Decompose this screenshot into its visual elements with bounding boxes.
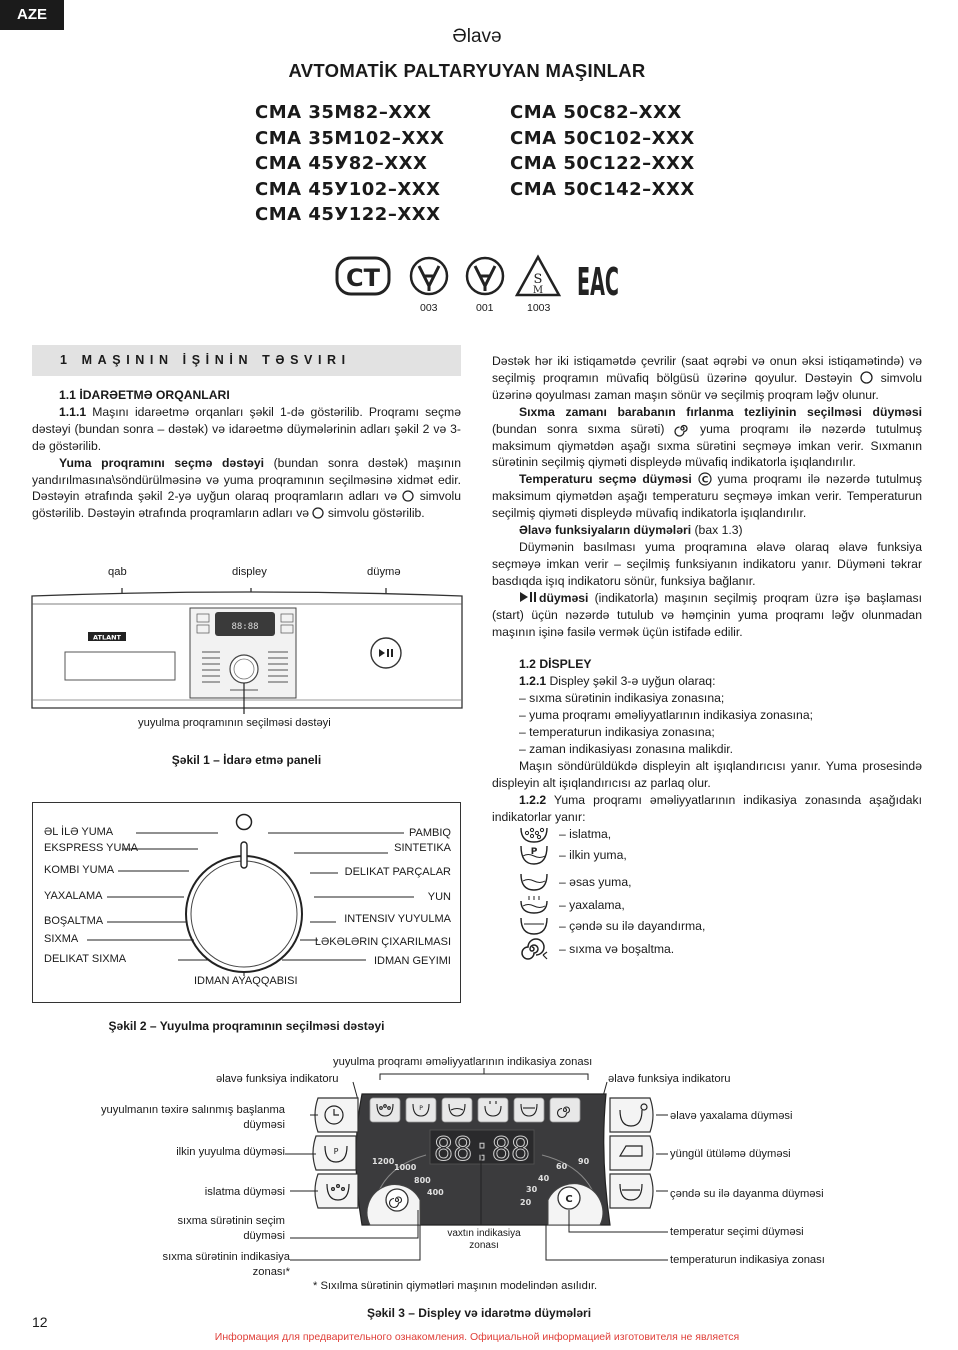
program-label-right: PAMBIQ (409, 827, 451, 839)
control-panel-figure (30, 582, 465, 714)
paragraph: Düymənin basılması yuma proqramına əlavə olaraq əlavə funksiya seçməyə imkan verir – seçilmiş funksiyanın indikatoru yanır. Düyməni təkrar basdıqda işıq indikatoru sönür, funksiya bağlanır. (492, 539, 922, 588)
paragraph-bold: düyməsi (539, 590, 589, 605)
fig1-label-dial: yuyulma proqramının seçilməsi dəstəyi (138, 717, 331, 729)
fig3-label-left: ilkin yuyulma düyməsi (176, 1146, 285, 1158)
model-item: СМА 50С102–XXX (510, 127, 695, 149)
paragraph-text: Displey şəkil 3-ə uyğun olaraq: (546, 674, 716, 689)
paragraph-number: 1.2.1 (519, 674, 547, 689)
paragraph-text: Maşını idarəetmə orqanları şəkil 1-də göstərilib. Proqramı seçmə dəstəyi (bundan sonra – dəstək) və idarəetmə düymələrinin adları şəkil 2 və 3-də göstərilib. (32, 404, 461, 453)
rinse-hold-icon (519, 916, 549, 936)
list-item: – temperaturun indikasiya zonasına; (519, 725, 715, 740)
eac-mark-icon (577, 260, 619, 304)
temp-value: 40 (538, 1174, 550, 1183)
indicator-rinse-hold (519, 916, 705, 936)
fig3-label-left-add: əlavə funksiya indikatoru (216, 1073, 339, 1085)
spin-value: 400 (427, 1188, 444, 1197)
gost-cert-icon (337, 258, 389, 294)
cert-label: 001 (476, 302, 494, 314)
paragraph-text: (bundan sonra dəstək) maşının yandırılmasına\söndürülməsinə və yuma proqramının seçilməsinə xidmət edir. Dəstəyin ətrafında şəkil 2-yə uyğun olaraq proqramların adları və (32, 455, 461, 504)
temp-value: 90 (578, 1157, 590, 1166)
program-label-left: KOMBI YUMA (44, 864, 115, 876)
fig3-label-left: sıxma sürətinin indikasiya zonası* (162, 1251, 290, 1278)
start-pause-icon (519, 591, 539, 603)
subsection-heading: 1.1 İDARƏETMƏ ORQANLARI (59, 388, 230, 402)
program-label-left: ƏL İLƏ YUMA (44, 826, 114, 838)
indicator-label: – çəndə su ilə dayandırma, (559, 919, 706, 933)
model-item: СМА 50С142–XXX (510, 178, 695, 200)
program-label-right: INTENSIV YUYULMA (344, 913, 451, 925)
svg-text:M: M (532, 285, 544, 296)
power-off-circle-icon (312, 507, 324, 519)
svg-text:S: S (533, 272, 543, 287)
indicator-label: – əsas yuma, (559, 875, 632, 889)
model-item: СМА 45У82–XXX (255, 153, 428, 174)
fig3-label-right: yüngül ütüləmə düyməsi (670, 1148, 791, 1160)
display-controls-figure (280, 1060, 680, 1290)
paragraph (492, 673, 922, 690)
program-label-right: SINTETIKA (394, 842, 451, 854)
paragraph (492, 353, 922, 404)
svg-text:C: C (701, 475, 708, 486)
cert-label: 003 (420, 302, 438, 314)
svg-text:88:88: 88:88 (231, 622, 259, 632)
model-item: СМА 50С82–XXX (510, 102, 682, 123)
temp-value: 20 (520, 1198, 532, 1207)
fig3-label-left: yuyulmanın təxirə salınmış başlanma düyməsi (100, 1104, 285, 1131)
model-item: СМА 35М102–XXX (255, 127, 445, 149)
page-title: AVTOMATİK PALTARYUYAN MAŞINLAR (288, 60, 646, 81)
model-item: СМА 50С122–XXX (510, 153, 695, 174)
cert-label: 1003 (527, 302, 551, 314)
spin-drain-icon (519, 938, 549, 960)
list-item: – sıxma sürətinin indikasiya zonasına; (519, 691, 725, 706)
paragraph-text: simvolu göstərilib. (324, 506, 425, 521)
paragraph: Maşın söndürüldükdə displeyin alt işıqlandırıcısı yanır. Yuma prosesində displeyin alt işıqlandırıcısı az parlaq olur. (492, 758, 922, 790)
temperature-c-icon (698, 472, 712, 486)
subsection-heading: 1.2 DİSPLEY (519, 657, 592, 672)
indicator-label: – islatma, (559, 827, 612, 841)
main-wash-icon (519, 872, 549, 892)
page-number: 12 (32, 1314, 48, 1330)
program-label-right: LƏKƏLƏRIN ÇIXARILMASI (314, 936, 451, 948)
paragraph-bold: Temperaturu seçmə düyməsi (519, 472, 692, 487)
indicator-label: – ilkin yuma, (559, 848, 627, 862)
fig2-caption: Şəkil 2 – Yuyulma proqramının seçilməsi dəstəyi (108, 1019, 385, 1033)
program-label-right: DELIKAT PARÇALAR (344, 866, 451, 878)
spacer (492, 640, 922, 656)
spin-select-button-icon (386, 1189, 408, 1211)
list-item: – zaman indikasiyası zonasına malikdir. (519, 741, 734, 756)
fig1-label-qab: qab (108, 566, 127, 578)
program-label-left: EKSPRESS YUMA (44, 842, 138, 854)
section-heading (32, 345, 461, 376)
paragraph-text: Dəstək hər iki istiqamətdə çevrilir (saat əqrəbi və onun əksi istiqamətində) və seçilmiş proqramın müvafiq bölgüsü üzərinə qoyulur. Dəstəyin (492, 354, 922, 385)
left-column-text (32, 387, 461, 522)
indicator-prewash (519, 844, 627, 866)
soak-icon (519, 824, 549, 844)
fig1-caption: Şəkil 1 – İdarə etmə paneli (171, 753, 322, 767)
paragraph-text: (bundan sonra sıxma sürəti) (492, 421, 675, 436)
paragraph-text: (indikatorla) maşının seçilmiş proqram üzrə işə başlaması (start) üçün nəzərdə tutulub və həmçinin yuma proqramı ləğv olunmadan maşının işinə fasilə vermək üçün istifadə edilir. (492, 590, 922, 639)
spin-value: 1000 (394, 1163, 417, 1172)
fig3-note: * Sıxılma sürətinin qiymətləri maşının modelindən asılıdır. (313, 1280, 598, 1292)
model-item: СМА 45У122–XXX (255, 204, 441, 225)
footer-disclaimer: Информация для предварительного ознакомления. Официальной информацией изготовителя не является (214, 1331, 740, 1343)
right-column-text (492, 353, 922, 825)
svg-text:P: P (333, 1147, 339, 1156)
indicator-rinse (519, 895, 625, 915)
fig3-label-right: əlavə yaxalama düyməsi (670, 1110, 793, 1122)
page-subtitle: Əlavə (452, 26, 502, 47)
paragraph (492, 590, 922, 641)
temp-value: 60 (556, 1162, 568, 1171)
svg-text:ЕАС: ЕАС (577, 260, 619, 304)
indicator-spin-drain (519, 938, 674, 960)
indicator-main-wash (519, 872, 631, 892)
sm-cert-1003-icon (517, 257, 559, 296)
fig3-label-left: sıxma sürətinin seçim düyməsi (177, 1215, 285, 1242)
fig1-label-button: düymə (367, 566, 401, 578)
paragraph-number: 1.1.1 (59, 404, 87, 419)
paragraph-bold: Əlavə funksiyaların düymələri (519, 523, 692, 538)
paragraph-text: yuma proqramı ilə nəzərdə tutulmuş maksimum qiymətdən aşağı sıxma sürətini seçməyə imkan verir. Sıxmanın sürətinin seçilmiş qiyməti displeydə müvafiq indikatorla işıqlandırılır. (492, 421, 922, 470)
power-off-circle-icon (860, 371, 873, 384)
section-heading-text: 1 MAŞININ İŞİNİN TƏSVIRI (60, 353, 351, 367)
ukr-cert-001-icon (467, 258, 503, 294)
language-badge: AZE (0, 0, 64, 30)
models-right-list (510, 100, 695, 202)
program-label-left: YAXALAMA (44, 890, 103, 902)
indicator-list (519, 824, 819, 964)
start-pause-button-icon (371, 638, 401, 668)
paragraph-text: simvolu üzərinə qoyulması zaman maşın sönür və seçilmiş proqram ləğv olunur. (492, 370, 922, 402)
ukr-cert-003-icon (411, 258, 447, 294)
dial-pointer-icon (241, 842, 247, 868)
paragraph (32, 455, 461, 523)
certification-marks (335, 255, 625, 304)
brand-logo-text: ATLANT (92, 633, 122, 642)
indicator-label: – yaxalama, (559, 898, 625, 912)
model-item: СМА 35М82–XXX (255, 102, 432, 123)
program-label-left: DELIKAT SIXMA (44, 953, 127, 965)
paragraph-text: simvolu göstərilib. Dəstəyin ətrafında proqramların adları və (32, 489, 462, 521)
spin-value: 1200 (372, 1157, 395, 1166)
fig1-label-display: displey (232, 566, 267, 578)
prewash-icon (519, 844, 549, 866)
fig3-label-right: temperaturun indikasiya zonası (670, 1254, 825, 1266)
model-item: СМА 45У102–XXX (255, 178, 441, 200)
paragraph (492, 522, 922, 539)
rinse-icon (519, 895, 549, 915)
spin-value: 800 (414, 1176, 431, 1185)
program-label-right: YUN (427, 891, 451, 903)
temp-value: 30 (526, 1185, 538, 1194)
paragraph-text: yuma proqramı ilə nəzərdə tutulmuş maksimum qiymətdən aşağı temperaturu seçməyə imkan verir. Temperaturun seçilmiş qiyməti displeydə müvafiq indikatorla işıqlandırılır. (492, 472, 922, 521)
program-label-left: SIXMA (44, 933, 79, 945)
indicator-soak (519, 824, 611, 844)
paragraph (32, 404, 461, 455)
fig3-label-top: yuyulma proqramı əməliyyatlarının indikasiya zonası (333, 1056, 593, 1068)
svg-text:P: P (419, 1105, 423, 1112)
power-off-circle-icon (402, 490, 414, 502)
paragraph-text: Yuma proqramı əməliyyatlarının indikasiya zonasında aşağıdakı indikatorlar yanır: (492, 792, 922, 824)
list-item: – yuma proqramı əməliyyatlarının indikasiya zonasına; (519, 708, 813, 723)
display-digits: 88:88 (433, 1130, 531, 1168)
fig3-time-zone-label: vaxtın indikasiya zonası (447, 1228, 521, 1251)
spin-speed-icon (675, 421, 690, 436)
paragraph (492, 792, 922, 826)
paragraph-bold: Yuma proqramını seçmə dəstəyi (59, 455, 264, 470)
paragraph (492, 471, 922, 522)
models-left-list (255, 100, 445, 228)
fig3-label-right: çəndə su ilə dayanma düyməsi (670, 1188, 824, 1200)
fig3-label-right: temperatur seçimi düyməsi (670, 1226, 804, 1238)
svg-text:СТ: СТ (346, 264, 380, 292)
paragraph (492, 404, 922, 472)
paragraph-number: 1.2.2 (519, 792, 547, 807)
paragraph-bold: Sıxma zamanı barabanın fırlanma tezliyinin seçilməsi düyməsi (519, 404, 922, 419)
program-label-bottom: IDMAN AYAQQABISI (194, 975, 298, 987)
indicator-label: – sıxma və boşaltma. (559, 942, 675, 956)
fig3-caption: Şəkil 3 – Displey və idarətmə düymələri (366, 1306, 592, 1320)
program-label-left: BOŞALTMA (44, 915, 104, 927)
svg-text:P: P (530, 847, 538, 857)
program-label-right: IDMAN GEYIMI (373, 955, 451, 967)
fig3-label-right-add: əlavə funksiya indikatoru (608, 1073, 731, 1085)
fig3-label-left: islatma düyməsi (204, 1186, 285, 1198)
svg-text:C: C (565, 1194, 573, 1205)
paragraph-text: (bax 1.3) (691, 523, 743, 538)
